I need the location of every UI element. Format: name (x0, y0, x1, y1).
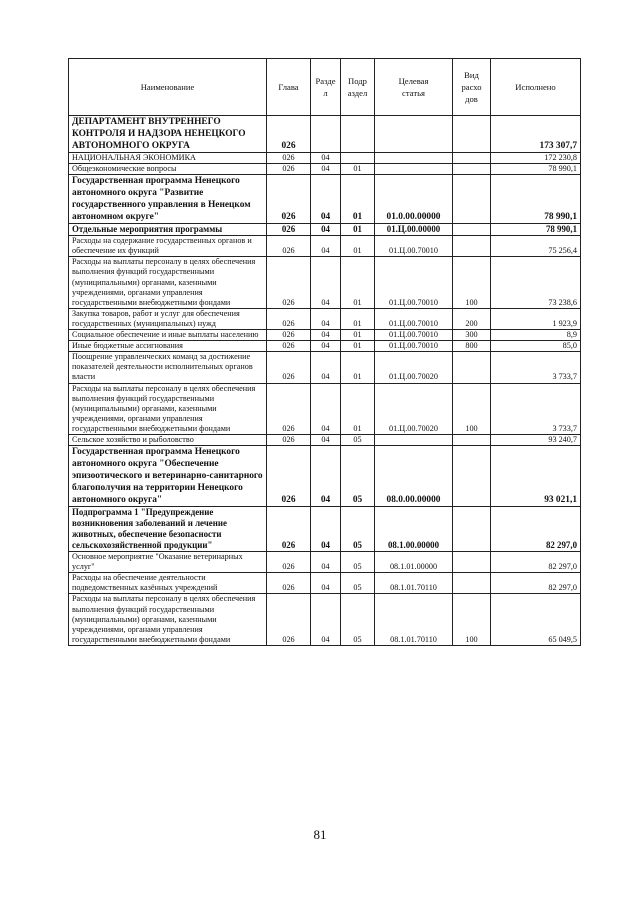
row-target: 01.Ц.00.70010 (375, 308, 453, 329)
row-podrazdel: 01 (341, 352, 375, 383)
row-value: 3 733,7 (491, 352, 581, 383)
row-value: 1 923,9 (491, 308, 581, 329)
row-glava: 026 (267, 224, 311, 236)
row-target: 01.Ц.00.70010 (375, 257, 453, 308)
row-vid: 800 (453, 341, 491, 352)
row-podrazdel: 01 (341, 330, 375, 341)
row-podrazdel: 05 (341, 594, 375, 645)
row-value: 172 230,8 (491, 153, 581, 164)
row-vid: 300 (453, 330, 491, 341)
row-glava: 026 (267, 116, 311, 153)
row-target: 01.Ц.00.70010 (375, 341, 453, 352)
row-razdel: 04 (311, 236, 341, 257)
table-row (69, 594, 581, 645)
row-vid (453, 175, 491, 224)
row-value: 82 297,0 (491, 573, 581, 594)
row-name: Расходы на содержание государственных органов и обеспечение их функций (69, 236, 267, 257)
table-row (69, 164, 581, 175)
row-glava: 026 (267, 446, 311, 507)
row-target (375, 164, 453, 175)
row-target: 08.1.01.70110 (375, 573, 453, 594)
table-row (69, 507, 581, 552)
row-glava: 026 (267, 257, 311, 308)
table-row (69, 257, 581, 308)
row-razdel: 04 (311, 352, 341, 383)
row-vid (453, 552, 491, 573)
row-vid (453, 224, 491, 236)
row-glava: 026 (267, 552, 311, 573)
row-razdel (311, 116, 341, 153)
row-glava: 026 (267, 341, 311, 352)
row-razdel: 04 (311, 330, 341, 341)
row-razdel: 04 (311, 308, 341, 329)
table-row (69, 341, 581, 352)
row-name: Расходы на обеспечение деятельности подведомственных казённых учреждений (69, 573, 267, 594)
header-name: Наименование (69, 59, 267, 116)
row-name: Основное мероприятие "Оказание ветеринарных услуг" (69, 552, 267, 573)
row-value: 75 256,4 (491, 236, 581, 257)
row-podrazdel: 01 (341, 308, 375, 329)
row-vid (453, 236, 491, 257)
table-row (69, 224, 581, 236)
row-target: 01.0.00.00000 (375, 175, 453, 224)
row-target: 01.Ц.00.70010 (375, 236, 453, 257)
row-glava: 026 (267, 164, 311, 175)
row-value: 78 990,1 (491, 224, 581, 236)
row-vid: 100 (453, 594, 491, 645)
row-podrazdel: 01 (341, 383, 375, 434)
row-name: Сельское хозяйство и рыболовство (69, 434, 267, 445)
row-razdel: 04 (311, 341, 341, 352)
row-value: 173 307,7 (491, 116, 581, 153)
row-vid (453, 434, 491, 445)
row-name: Иные бюджетные ассигнования (69, 341, 267, 352)
header-target: Целевая статья (375, 59, 453, 116)
table-row (69, 153, 581, 164)
row-glava: 026 (267, 594, 311, 645)
budget-table (68, 58, 581, 646)
row-vid: 100 (453, 257, 491, 308)
row-value: 78 990,1 (491, 175, 581, 224)
table-row (69, 308, 581, 329)
row-glava: 026 (267, 434, 311, 445)
row-glava: 026 (267, 383, 311, 434)
row-vid (453, 164, 491, 175)
row-name: Общеэкономические вопросы (69, 164, 267, 175)
row-glava: 026 (267, 573, 311, 594)
row-razdel: 04 (311, 434, 341, 445)
row-glava: 026 (267, 236, 311, 257)
row-glava: 026 (267, 308, 311, 329)
row-podrazdel (341, 116, 375, 153)
row-razdel: 04 (311, 257, 341, 308)
row-razdel: 04 (311, 552, 341, 573)
row-target: 08.1.01.00000 (375, 552, 453, 573)
row-glava: 026 (267, 507, 311, 552)
page-number: 81 (313, 827, 327, 842)
row-glava: 026 (267, 352, 311, 383)
table-row (69, 352, 581, 383)
table-row (69, 116, 581, 153)
row-razdel: 04 (311, 224, 341, 236)
row-value: 93 240,7 (491, 434, 581, 445)
table-row (69, 573, 581, 594)
row-name: Социальное обеспечение и иные выплаты населению (69, 330, 267, 341)
header-vid: Вид расхо дов (453, 59, 491, 116)
table-header-row (69, 59, 581, 116)
table-row (69, 434, 581, 445)
row-razdel: 04 (311, 594, 341, 645)
row-podrazdel: 05 (341, 573, 375, 594)
row-value: 93 021,1 (491, 446, 581, 507)
row-vid (453, 116, 491, 153)
row-glava: 026 (267, 153, 311, 164)
row-razdel: 04 (311, 175, 341, 224)
row-razdel: 04 (311, 164, 341, 175)
row-name: ДЕПАРТАМЕНТ ВНУТРЕННЕГО КОНТРОЛЯ И НАДЗОРА НЕНЕЦКОГО АВТОНОМНОГО ОКРУГА (69, 116, 267, 153)
row-podrazdel: 01 (341, 175, 375, 224)
row-vid (453, 446, 491, 507)
table-row (69, 330, 581, 341)
row-vid (453, 507, 491, 552)
row-podrazdel: 01 (341, 341, 375, 352)
row-target: 01.Ц.00.70020 (375, 352, 453, 383)
row-target: 08.0.00.00000 (375, 446, 453, 507)
row-name: Подпрограмма 1 "Предупреждение возникновения заболеваний и лечение животных, обеспечение безопасности сельскохозяйственной продукции" (69, 507, 267, 552)
row-glava: 026 (267, 330, 311, 341)
row-target: 01.Ц.00.70020 (375, 383, 453, 434)
row-target: 01.Ц.00.00000 (375, 224, 453, 236)
row-target: 08.1.01.70110 (375, 594, 453, 645)
row-value: 73 238,6 (491, 257, 581, 308)
row-value: 8,9 (491, 330, 581, 341)
table-row (69, 383, 581, 434)
row-name: НАЦИОНАЛЬНАЯ ЭКОНОМИКА (69, 153, 267, 164)
row-glava: 026 (267, 175, 311, 224)
row-podrazdel: 01 (341, 224, 375, 236)
row-razdel: 04 (311, 383, 341, 434)
row-value: 82 297,0 (491, 507, 581, 552)
row-razdel: 04 (311, 507, 341, 552)
row-podrazdel: 01 (341, 164, 375, 175)
table-row (69, 552, 581, 573)
row-name: Государственная программа Ненецкого автономного округа "Обеспечение эпизоотического и ветеринарно-санитарного благополучия на территории Ненецкого автономного округа" (69, 446, 267, 507)
row-podrazdel: 01 (341, 236, 375, 257)
row-value: 65 049,5 (491, 594, 581, 645)
row-podrazdel: 05 (341, 446, 375, 507)
row-vid: 200 (453, 308, 491, 329)
row-target: 01.Ц.00.70010 (375, 330, 453, 341)
table-row (69, 446, 581, 507)
table-row (69, 175, 581, 224)
row-target: 08.1.00.00000 (375, 507, 453, 552)
row-target (375, 153, 453, 164)
header-glava: Глава (267, 59, 311, 116)
row-name: Расходы на выплаты персоналу в целях обеспечения выполнения функций государственными (муниципальными) органами, казенными учреждениями, органами управления государственными внебюджетными фондами (69, 383, 267, 434)
row-vid (453, 573, 491, 594)
row-target (375, 116, 453, 153)
row-name: Расходы на выплаты персоналу в целях обеспечения выполнения функций государственными (муниципальными) органами, казенными учреждениями, органами управления государственными внебюджетными фондами (69, 594, 267, 645)
header-podrazdel: Подр аздел (341, 59, 375, 116)
row-razdel: 04 (311, 446, 341, 507)
row-target (375, 434, 453, 445)
row-podrazdel: 05 (341, 434, 375, 445)
row-vid: 100 (453, 383, 491, 434)
row-vid (453, 352, 491, 383)
row-podrazdel: 01 (341, 257, 375, 308)
row-podrazdel: 05 (341, 507, 375, 552)
row-value: 3 733,7 (491, 383, 581, 434)
header-razdel: Разде л (311, 59, 341, 116)
table-body (69, 116, 581, 646)
row-podrazdel: 05 (341, 552, 375, 573)
row-name: Поощрение управленческих команд за достижение показателей деятельности исполнительных органов власти (69, 352, 267, 383)
row-value: 82 297,0 (491, 552, 581, 573)
row-value: 85,0 (491, 341, 581, 352)
header-done: Исполнено (491, 59, 581, 116)
table-row (69, 236, 581, 257)
row-name: Отдельные мероприятия программы (69, 224, 267, 236)
row-name: Государственная программа Ненецкого автономного округа "Развитие государственного управления в Ненецком автономном округе" (69, 175, 267, 224)
row-name: Расходы на выплаты персоналу в целях обеспечения выполнения функций государственными (муниципальными) органами, казенными учреждениями, органами управления государственными внебюджетными фондами (69, 257, 267, 308)
row-vid (453, 153, 491, 164)
row-name: Закупка товаров, работ и услуг для обеспечения государственных (муниципальных) нужд (69, 308, 267, 329)
row-podrazdel (341, 153, 375, 164)
row-value: 78 990,1 (491, 164, 581, 175)
row-razdel: 04 (311, 153, 341, 164)
row-razdel: 04 (311, 573, 341, 594)
